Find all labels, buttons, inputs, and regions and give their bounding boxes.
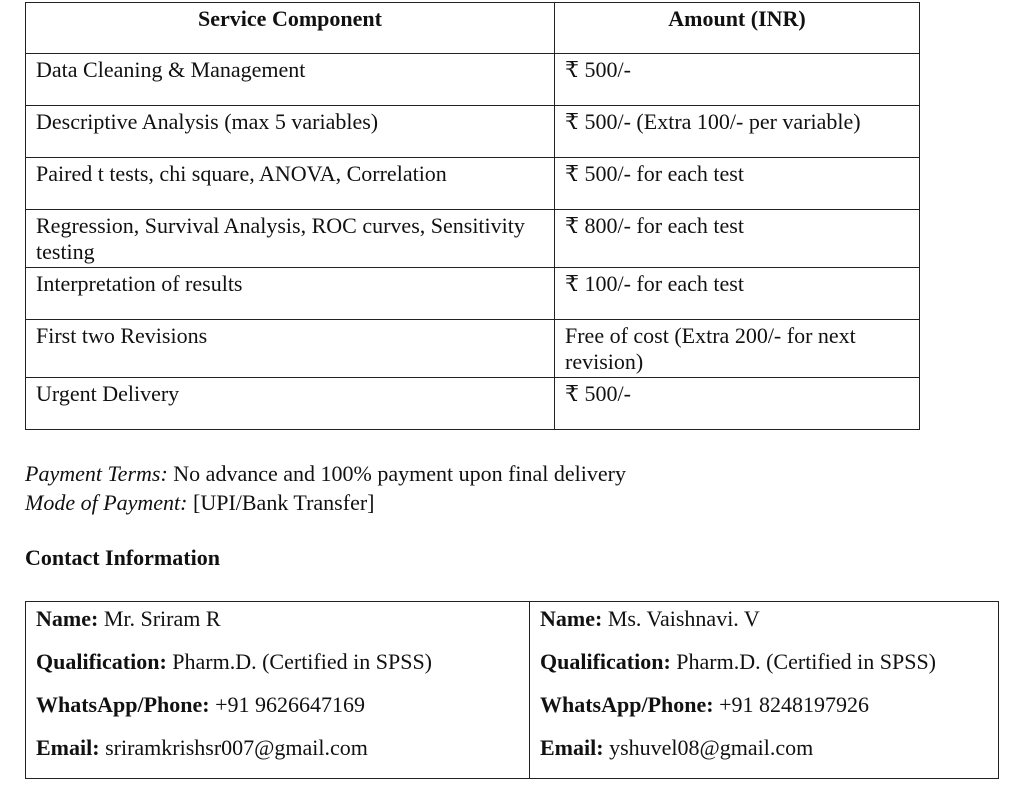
payment-terms-line xyxy=(25,459,626,488)
payment-mode-label: Mode of Payment: xyxy=(25,490,188,515)
column-header-service-component: Service Component xyxy=(26,3,555,54)
table-row xyxy=(26,268,920,320)
contact-name-row xyxy=(540,606,988,649)
contact-phone-row xyxy=(36,692,519,735)
contact-qualification: Pharm.D. (Certified in SPSS) xyxy=(676,649,937,674)
contact-qualification-row xyxy=(36,649,519,692)
contact-phone-row xyxy=(540,692,988,735)
service-component-cell: Descriptive Analysis (max 5 variables) xyxy=(26,106,555,158)
contact-information-heading: Contact Information xyxy=(25,545,220,570)
contacts-table xyxy=(25,601,999,779)
contact-name: Mr. Sriram R xyxy=(103,606,221,631)
payment-terms-block xyxy=(25,459,626,517)
contact-email: sriramkrishsr007@gmail.com xyxy=(105,735,368,760)
service-component-cell: Interpretation of results xyxy=(26,268,555,320)
phone-label: WhatsApp/Phone: xyxy=(36,692,210,717)
contact-phone: +91 8248197926 xyxy=(719,692,870,717)
amount-cell: ₹ 800/- for each test xyxy=(555,210,920,268)
amount-cell: ₹ 500/- xyxy=(555,378,920,430)
contact-qualification: Pharm.D. (Certified in SPSS) xyxy=(172,649,433,674)
table-row xyxy=(26,378,920,430)
contact-email: yshuvel08@gmail.com xyxy=(609,735,814,760)
pricing-table xyxy=(25,2,920,430)
contact-card xyxy=(530,602,999,779)
qualification-label: Qualification: xyxy=(36,649,167,674)
column-header-amount: Amount (INR) xyxy=(555,3,920,54)
qualification-label: Qualification: xyxy=(540,649,671,674)
payment-mode-line xyxy=(25,488,626,517)
name-label: Name: xyxy=(36,606,99,631)
email-label: Email: xyxy=(36,735,100,760)
amount-cell: ₹ 500/- for each test xyxy=(555,158,920,210)
payment-terms-value: No advance and 100% payment upon final delivery xyxy=(173,461,626,486)
amount-cell: ₹ 500/- (Extra 100/- per variable) xyxy=(555,106,920,158)
contact-card xyxy=(26,602,530,779)
table-row xyxy=(26,320,920,378)
contact-name: Ms. Vaishnavi. V xyxy=(607,606,760,631)
table-row xyxy=(26,106,920,158)
email-label: Email: xyxy=(540,735,604,760)
service-component-cell: Regression, Survival Analysis, ROC curves, Sensitivity testing xyxy=(26,210,555,268)
name-label: Name: xyxy=(540,606,603,631)
table-row xyxy=(26,158,920,210)
phone-label: WhatsApp/Phone: xyxy=(540,692,714,717)
payment-mode-value: [UPI/Bank Transfer] xyxy=(193,490,375,515)
payment-terms-label: Payment Terms: xyxy=(25,461,168,486)
contact-email-row xyxy=(36,735,519,778)
contact-email-row xyxy=(540,735,988,778)
table-row xyxy=(26,54,920,106)
amount-cell: ₹ 500/- xyxy=(555,54,920,106)
table-row xyxy=(26,210,920,268)
contact-qualification-row xyxy=(540,649,988,692)
contact-phone: +91 9626647169 xyxy=(215,692,366,717)
service-component-cell: Paired t tests, chi square, ANOVA, Correlation xyxy=(26,158,555,210)
contact-name-row xyxy=(36,606,519,649)
amount-cell: ₹ 100/- for each test xyxy=(555,268,920,320)
amount-cell: Free of cost (Extra 200/- for next revision) xyxy=(555,320,920,378)
service-component-cell: Data Cleaning & Management xyxy=(26,54,555,106)
service-component-cell: First two Revisions xyxy=(26,320,555,378)
service-component-cell: Urgent Delivery xyxy=(26,378,555,430)
pricing-header-row xyxy=(26,3,920,54)
